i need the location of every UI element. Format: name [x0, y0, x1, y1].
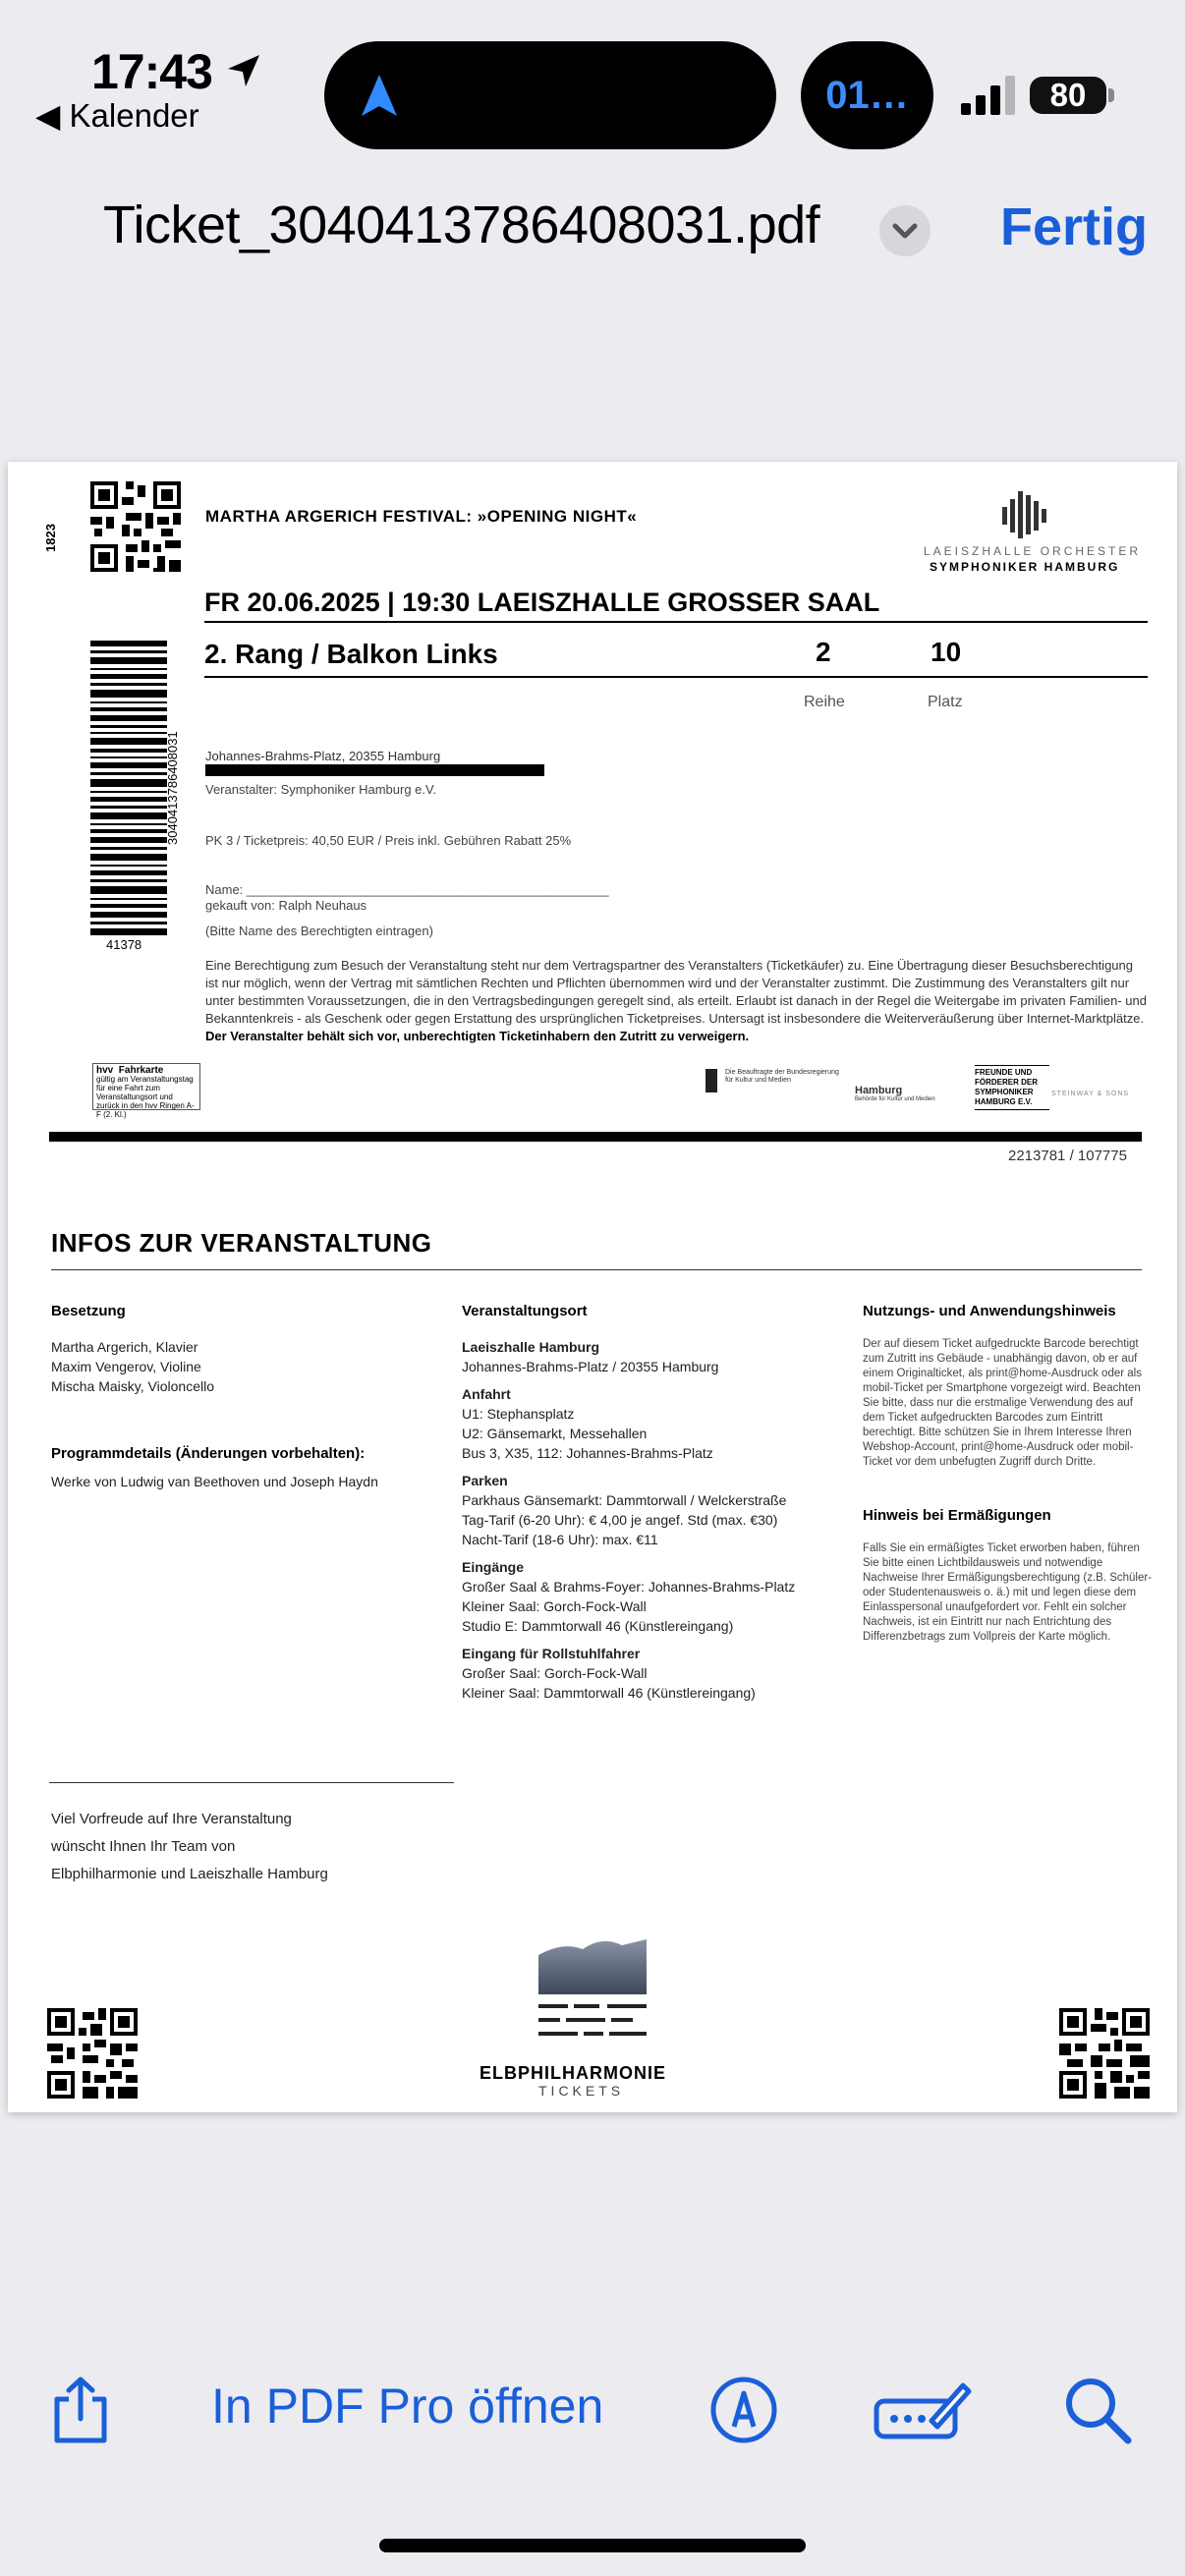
barcode-sub-number: 41378 — [106, 937, 142, 952]
directions-item: U2: Gänsemarkt, Messehallen — [462, 1426, 648, 1441]
share-icon[interactable] — [49, 2376, 112, 2444]
directions-item: Bus 3, X35, 112: Johannes-Brahms-Platz — [462, 1445, 713, 1461]
seat-label: Platz — [928, 694, 963, 710]
done-button[interactable]: Fertig — [1000, 197, 1149, 256]
qr-code-top — [90, 481, 181, 572]
signature-icon[interactable] — [873, 2376, 971, 2444]
search-icon[interactable] — [1063, 2376, 1132, 2444]
entrances-item: Kleiner Saal: Gorch-Fock-Wall — [462, 1598, 647, 1614]
directions-heading: Anfahrt — [462, 1386, 511, 1402]
directions-item: U1: Stephansplatz — [462, 1406, 575, 1422]
sponsor-freunde: FREUNDE UND FÖRDERER DER SYMPHONIKER HAMBURG E.V. — [975, 1065, 1049, 1110]
orchestra-name-line1: LAEISZHALLE ORCHESTER — [924, 544, 1142, 558]
side-number: 1823 — [43, 524, 58, 552]
cast-item: Martha Argerich, Klavier — [51, 1339, 198, 1355]
entrances-heading: Eingänge — [462, 1559, 525, 1575]
hvv-text: gültig am Veranstaltungstag für eine Fahrt zum Veranstaltungsort und zurück in den hvv Ringen A-F (2. Kl.) — [96, 1075, 195, 1119]
thick-divider — [49, 1132, 1142, 1142]
divider — [49, 1782, 454, 1783]
cellular-signal-icon — [961, 76, 1016, 115]
divider — [51, 1269, 1142, 1270]
barcode — [90, 641, 167, 935]
legal-bold: Der Veranstalter behält sich vor, unberechtigten Ticketinhabern den Zutritt zu verweigern. — [205, 1029, 750, 1043]
parking-heading: Parken — [462, 1473, 508, 1488]
home-indicator[interactable] — [379, 2539, 806, 2552]
divider — [204, 621, 1148, 623]
markup-icon[interactable] — [709, 2376, 778, 2444]
sponsor-steinway: STEINWAY & SONS — [1051, 1091, 1130, 1097]
qr-code-bottom-left — [47, 2008, 138, 2099]
document-title[interactable]: Ticket_3040413786408031.pdf — [103, 196, 820, 254]
qr-code-bottom-right — [1059, 2008, 1150, 2099]
info-column-venue — [462, 1303, 835, 1703]
redaction-bar — [205, 764, 544, 776]
program-heading: Programmdetails (Änderungen vorbehalten): — [51, 1445, 366, 1462]
battery-nub — [1108, 88, 1114, 102]
venue-heading: Veranstaltungsort — [462, 1303, 588, 1319]
parking-item: Tag-Tarif (6-20 Uhr): € 4,00 je angef. Std (max. €30) — [462, 1512, 778, 1528]
name-hint: (Bitte Name des Berechtigten eintragen) — [205, 924, 433, 938]
sponsor-hamburg: Hamburg Behörde für Kultur und Medien — [855, 1085, 935, 1102]
title-menu-button[interactable] — [879, 205, 931, 256]
venue-name: Laeiszhalle Hamburg — [462, 1339, 600, 1355]
seat-number: 10 — [931, 637, 962, 667]
brand-subtitle: TICKETS — [538, 2083, 625, 2099]
pdf-page[interactable] — [8, 462, 1177, 2112]
row-label: Reihe — [804, 694, 845, 710]
divider — [204, 676, 1148, 678]
hvv-label: Fahrkarte — [118, 1065, 164, 1076]
entrances-item: Studio E: Dammtorwall 46 (Künstlereingang) — [462, 1618, 734, 1634]
price-info: PK 3 / Ticketpreis: 40,50 EUR / Preis inkl. Gebühren Rabatt 25% — [205, 833, 572, 848]
parking-item: Parkhaus Gänsemarkt: Dammtorwall / Welckerstraße — [462, 1492, 787, 1508]
entrances-item: Großer Saal & Brahms-Foyer: Johannes-Brahms-Platz — [462, 1579, 796, 1595]
cast-heading: Besetzung — [51, 1303, 126, 1319]
legal-body: Eine Berechtigung zum Besuch der Veranstaltung steht nur dem Vertragspartner des Veranstalters (Ticketkäufer) zu. Eine Übertragung dieser Besuchsberechtigung ist nur möglich, wenn der Vertrag mit sämtlichen Rechten und Pflichten übernommen wird und der Veranstalter zustimmt. Die Zustimmung des Veranstalters gilt nur unter bestimmten Voraussetzungen, die in den Vertragsbedingungen geregelt sind, als erteilt. Erlaubt ist danach in der Regel die Weitergabe im privaten Familien- und Bekanntenkreis - als Geschenk oder gegen Erstattung des ursprünglichen Ticketpreises. Untersagt ist insbesondere die Weiterveräußerung über Internet-Marktplätze. — [205, 958, 1147, 1026]
sponsor-bkm: Die Beauftragte der Bundesregierung für Kultur und Medien — [705, 1069, 853, 1092]
orchestra-name-line2: SYMPHONIKER HAMBURG — [930, 560, 1120, 574]
navigation-arrow-icon — [354, 71, 405, 122]
seat-section: 2. Rang / Balkon Links — [204, 639, 498, 669]
name-field: Name: ___________________________________________________ — [205, 882, 609, 897]
usage-heading: Nutzungs- und Anwendungshinweis — [863, 1303, 1116, 1319]
ticket-reference: 2213781 / 107775 — [1008, 1148, 1127, 1164]
brand-name: ELBPHILHARMONIE — [480, 2063, 666, 2083]
elbphilharmonie-logo-icon — [538, 1935, 647, 2053]
legal-text — [205, 957, 1149, 1045]
event-title: MARTHA ARGERICH FESTIVAL: »OPENING NIGHT« — [205, 507, 638, 526]
cast-item: Mischa Maisky, Violoncello — [51, 1378, 214, 1394]
wheelchair-item: Kleiner Saal: Dammtorwall 46 (Künstlereingang) — [462, 1685, 756, 1701]
usage-text: Der auf diesem Ticket aufgedruckte Barcode berechtigt zum Zutritt ins Gebäude - unabhängig davon, ob er auf einem Originalticket, als print@home-Ausdruck oder als mobil-Ticket per Smartphone vorgezeigt wird. Beachten Sie bitte, dass nur die erstmalige Verwendung des auf dem Ticket aufgedruckten Barcodes zum Eintritt berechtigt. Bitte schützen Sie in Ihrem Interesse Ihren Webshop-Account, print@home-Ausdruck oder mobil-Ticket vor dem unbefugten Zugriff durch Dritte. — [863, 1338, 1142, 1468]
location-arrow-icon — [224, 51, 263, 90]
seat-row: 2 — [816, 637, 831, 667]
open-in-pdf-pro-button[interactable]: In PDF Pro öffnen — [211, 2379, 604, 2434]
barcode-number: 3040413786408031 — [165, 731, 180, 845]
wheelchair-item: Großer Saal: Gorch-Fock-Wall — [462, 1665, 648, 1681]
cast-item: Maxim Vengerov, Violine — [51, 1359, 201, 1374]
back-to-app-link[interactable]: ◀ Kalender — [35, 97, 199, 134]
wheelchair-heading: Eingang für Rollstuhlfahrer — [462, 1646, 641, 1661]
organizer: Veranstalter: Symphoniker Hamburg e.V. — [205, 782, 437, 797]
infos-title: INFOS ZUR VERANSTALTUNG — [51, 1228, 432, 1258]
info-column-cast — [51, 1303, 444, 1491]
battery-indicator: 80 — [1030, 77, 1106, 114]
venue-address-info: Johannes-Brahms-Platz / 20355 Hamburg — [462, 1359, 719, 1374]
eagle-icon — [705, 1069, 717, 1092]
hvv-ticket-box — [92, 1063, 200, 1119]
bought-by: gekauft von: Ralph Neuhaus — [205, 898, 367, 913]
venue-address: Johannes-Brahms-Platz, 20355 Hamburg — [205, 749, 441, 763]
status-time: 17:43 — [91, 44, 212, 99]
hvv-title: hvv — [96, 1065, 114, 1076]
info-column-usage — [863, 1303, 1157, 1645]
program-text: Werke von Ludwig van Beethoven und Joseph Haydn — [51, 1474, 378, 1489]
live-activity-pill[interactable]: 01… — [801, 41, 933, 149]
discount-text: Falls Sie ein ermäßigtes Ticket erworben haben, führen Sie bitte einen Lichtbildausweis und notwendige Nachweise Ihrer Ermäßigungsberechtigung (z.B. Schüler- oder Studentenausweis o. ä.) mit und legen diese dem Einlasspersonal unaufgefordert vor. Fehlt ein solcher Nachweis, ist ein Eintritt nur nach Entrichtung des Differenzbetrags zum Vollpreis der Karte möglich. — [863, 1542, 1153, 1643]
event-date-venue: FR 20.06.2025 | 19:30 LAEISZHALLE GROSSER SAAL — [204, 588, 880, 617]
chevron-down-icon — [879, 205, 931, 256]
parking-item: Nacht-Tarif (18-6 Uhr): max. €11 — [462, 1532, 658, 1547]
greeting: Viel Vorfreude auf Ihre Veranstaltung wünscht Ihnen Ihr Team von Elbphilharmonie und Laeiszhalle Hamburg — [51, 1811, 328, 1882]
discount-heading: Hinweis bei Ermäßigungen — [863, 1507, 1051, 1524]
orchestra-logo-icon — [1000, 491, 1049, 538]
